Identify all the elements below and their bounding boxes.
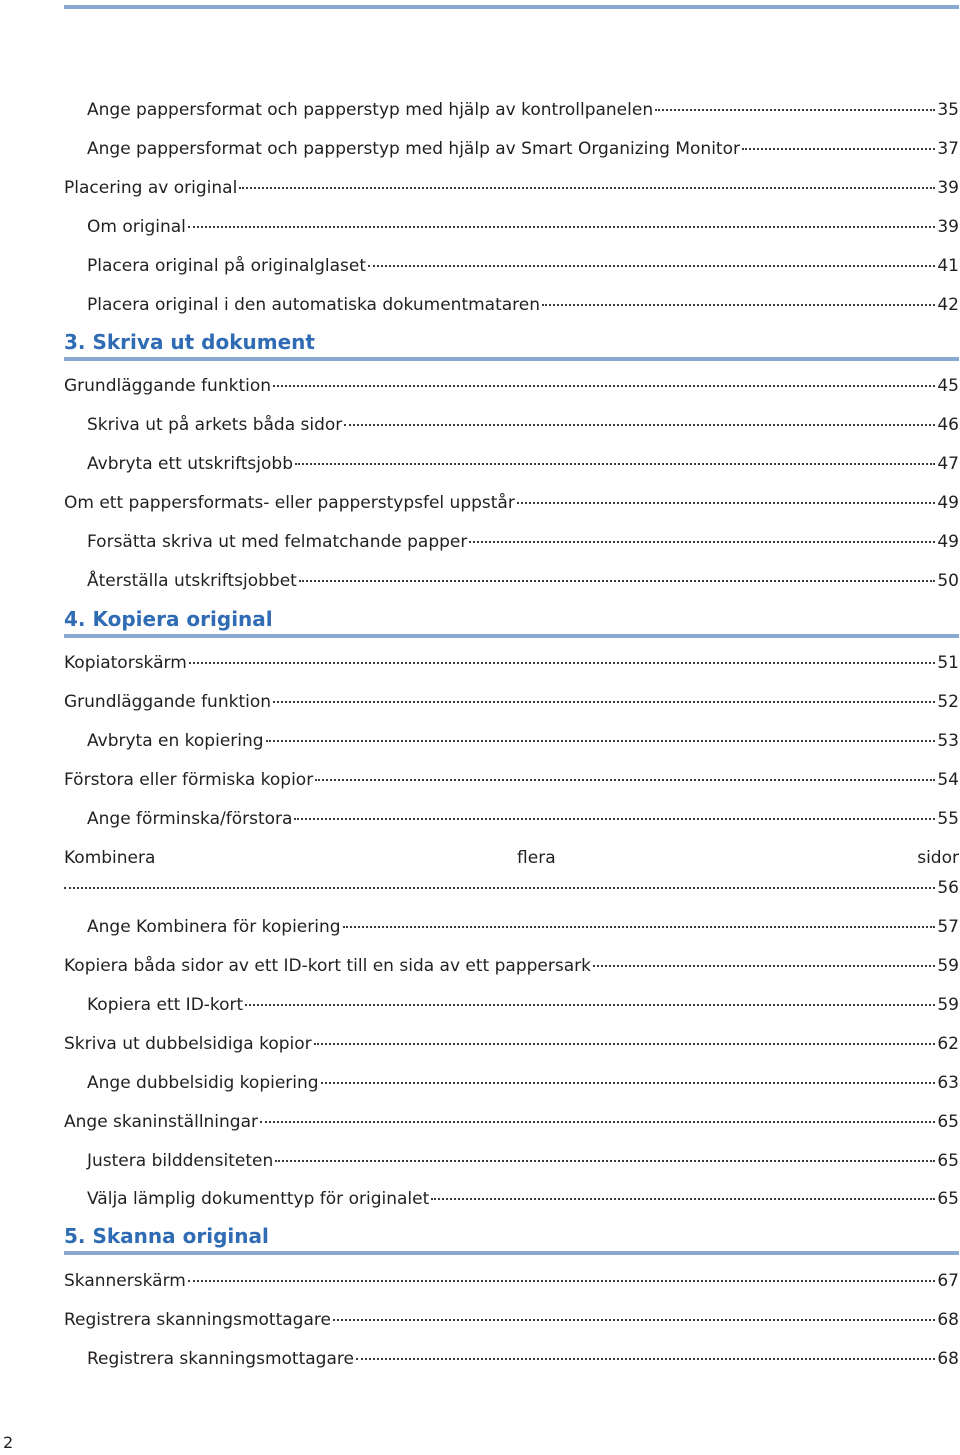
dot-leader: [469, 541, 935, 543]
chapter-heading-3[interactable]: 3. Skriva ut dokument: [64, 329, 959, 361]
toc-entry-page: 41: [937, 256, 959, 276]
dot-leader: [239, 187, 935, 189]
toc-entry-page: 46: [937, 415, 959, 435]
dot-leader: [368, 265, 935, 267]
dot-leader: [189, 662, 936, 664]
toc-entry[interactable]: [64, 1033, 959, 1055]
toc-entry-page: 67: [937, 1271, 959, 1291]
toc-entry-page: 39: [937, 217, 959, 237]
toc-entry[interactable]: [64, 1270, 959, 1292]
dot-leader: [273, 701, 935, 703]
dot-leader: [295, 463, 935, 465]
dot-leader: [356, 1358, 935, 1360]
toc-entry-title: Ange förminska/förstora: [87, 809, 293, 829]
toc-entry[interactable]: [87, 255, 959, 277]
toc-entry[interactable]: [64, 769, 959, 791]
toc-entry-title: Justera bilddensiteten: [87, 1151, 274, 1171]
toc-entry-page: 49: [937, 532, 959, 552]
toc-entry-page: 52: [937, 692, 959, 712]
dot-leader: [344, 424, 935, 426]
toc-entry-page: 65: [937, 1151, 959, 1171]
toc-entry[interactable]: [64, 375, 959, 397]
toc-entry-page: 50: [937, 571, 959, 591]
toc-entry-page: 47: [937, 454, 959, 474]
toc-entry[interactable]: [87, 994, 959, 1016]
dot-leader: [315, 779, 935, 781]
toc-entry-page: 37: [937, 139, 959, 159]
toc-entry-page: 49: [937, 493, 959, 513]
toc-entry-kombinera-leader[interactable]: [64, 877, 959, 899]
toc-entry[interactable]: [87, 1348, 959, 1370]
dot-leader: [299, 580, 936, 582]
toc-entry-title: Avbryta ett utskriftsjobb: [87, 454, 293, 474]
toc-entry-page: 42: [937, 295, 959, 315]
toc-entry-title: Ange pappersformat och papperstyp med hjälp av kontrollpanelen: [87, 100, 654, 120]
toc-entry-title: Placera original i den automatiska dokumentmataren: [87, 295, 541, 315]
toc-entry[interactable]: [87, 730, 959, 752]
toc-entry-title: Kopiera ett ID-kort: [87, 995, 244, 1015]
toc-entry-title: Avbryta en kopiering: [87, 731, 264, 751]
dot-leader: [64, 887, 935, 889]
toc-entry-title: Om original: [87, 217, 186, 237]
toc-entry[interactable]: [64, 177, 959, 199]
toc-entry-page: 53: [937, 731, 959, 751]
toc-entry[interactable]: [87, 99, 959, 121]
toc-entry-title: Skriva ut dubbelsidiga kopior: [64, 1034, 312, 1054]
toc-entry-title: Grundläggande funktion: [64, 376, 272, 396]
toc-entry-page: 39: [937, 178, 959, 198]
toc-entry-title: Skannerskärm: [64, 1271, 186, 1291]
dot-leader: [542, 304, 935, 306]
toc-entry-page: 68: [937, 1349, 959, 1369]
dot-leader: [333, 1319, 935, 1321]
toc-entry-title: Ange dubbelsidig kopiering: [87, 1073, 319, 1093]
toc-entry-title: Forsätta skriva ut med felmatchande papper: [87, 532, 468, 552]
toc-entry-title: Ange skaninställningar: [64, 1112, 259, 1132]
toc-entry[interactable]: [87, 294, 959, 316]
toc-entry-title: Kopiera båda sidor av ett ID-kort till en sida av ett pappersark: [64, 956, 591, 976]
toc-entry[interactable]: [87, 531, 959, 553]
toc-entry-page: 63: [937, 1073, 959, 1093]
toc-entry[interactable]: [87, 808, 959, 830]
dot-leader: [188, 226, 935, 228]
toc-entry-kombinera[interactable]: [64, 847, 959, 869]
chapter-heading-5[interactable]: 5. Skanna original: [64, 1223, 959, 1255]
dot-leader: [188, 1280, 936, 1282]
dot-leader: [294, 818, 935, 820]
toc-entry-title: Om ett pappersformats- eller papperstypsfel uppstår: [64, 493, 515, 513]
toc-entry-page: 68: [937, 1310, 959, 1330]
dot-leader: [260, 1121, 935, 1123]
toc-entry-page: 57: [937, 917, 959, 937]
dot-leader: [343, 926, 936, 928]
toc-entry-page: 62: [937, 1034, 959, 1054]
toc-entry-title: Kopiatorskärm: [64, 653, 187, 673]
dot-leader: [321, 1082, 936, 1084]
toc-entry[interactable]: [64, 1309, 959, 1331]
toc-entry-title: Placera original på originalglaset: [87, 256, 367, 276]
toc-entry-page: 55: [937, 809, 959, 829]
toc-entry[interactable]: [64, 1111, 959, 1133]
toc-entry[interactable]: [64, 955, 959, 977]
toc-entry-page: 54: [937, 770, 959, 790]
toc-entry[interactable]: [87, 453, 959, 475]
toc-entry-title: Ange pappersformat och papperstyp med hjälp av Smart Organizing Monitor: [87, 139, 740, 159]
page-number: 2: [3, 1433, 14, 1452]
toc-entry[interactable]: [87, 138, 959, 160]
toc-entry-title: Registrera skanningsmottagare: [64, 1310, 331, 1330]
kombinera-word-1: Kombinera: [64, 848, 156, 868]
toc-entry-page: 56: [937, 878, 959, 898]
toc-entry[interactable]: [87, 916, 959, 938]
toc-entry[interactable]: [64, 492, 959, 514]
toc-entry[interactable]: [87, 570, 959, 592]
toc-entry-page: 35: [937, 100, 959, 120]
toc-entry[interactable]: [87, 414, 959, 436]
toc-entry-title: Registrera skanningsmottagare: [87, 1349, 354, 1369]
kombinera-word-3: sidor: [917, 848, 959, 868]
toc-entry-page: 51: [937, 653, 959, 673]
toc-entry[interactable]: [64, 652, 959, 674]
toc-entry-page: 59: [937, 995, 959, 1015]
toc-entry-title: Förstora eller förmiska kopior: [64, 770, 314, 790]
toc-entry[interactable]: [87, 1150, 959, 1172]
dot-leader: [517, 502, 936, 504]
toc-entry-title: Ange Kombinera för kopiering: [87, 917, 341, 937]
dot-leader: [431, 1198, 935, 1200]
toc-entry-title: Välja lämplig dokumenttyp för originalet: [87, 1189, 430, 1209]
toc-entry[interactable]: [87, 216, 959, 238]
toc-entry-title: Grundläggande funktion: [64, 692, 272, 712]
dot-leader: [266, 740, 936, 742]
toc-entry-title: Återställa utskriftsjobbet: [87, 571, 297, 591]
toc-entry-page: 59: [937, 956, 959, 976]
toc-entry-page: 65: [937, 1189, 959, 1209]
dot-leader: [273, 385, 935, 387]
dot-leader: [245, 1004, 935, 1006]
toc-entry-title: Skriva ut på arkets båda sidor: [87, 415, 343, 435]
toc-entry[interactable]: [64, 691, 959, 713]
kombinera-word-2: flera: [517, 848, 556, 868]
toc-entry[interactable]: [87, 1188, 959, 1210]
toc-entry-page: 45: [937, 376, 959, 396]
dot-leader: [593, 965, 935, 967]
toc-entry-page: 65: [937, 1112, 959, 1132]
dot-leader: [314, 1043, 936, 1045]
toc-entry[interactable]: [87, 1072, 959, 1094]
dot-leader: [275, 1160, 935, 1162]
toc-entry-title: Placering av original: [64, 178, 238, 198]
dot-leader: [655, 109, 935, 111]
dot-leader: [742, 148, 935, 150]
chapter-heading-4[interactable]: 4. Kopiera original: [64, 606, 959, 638]
